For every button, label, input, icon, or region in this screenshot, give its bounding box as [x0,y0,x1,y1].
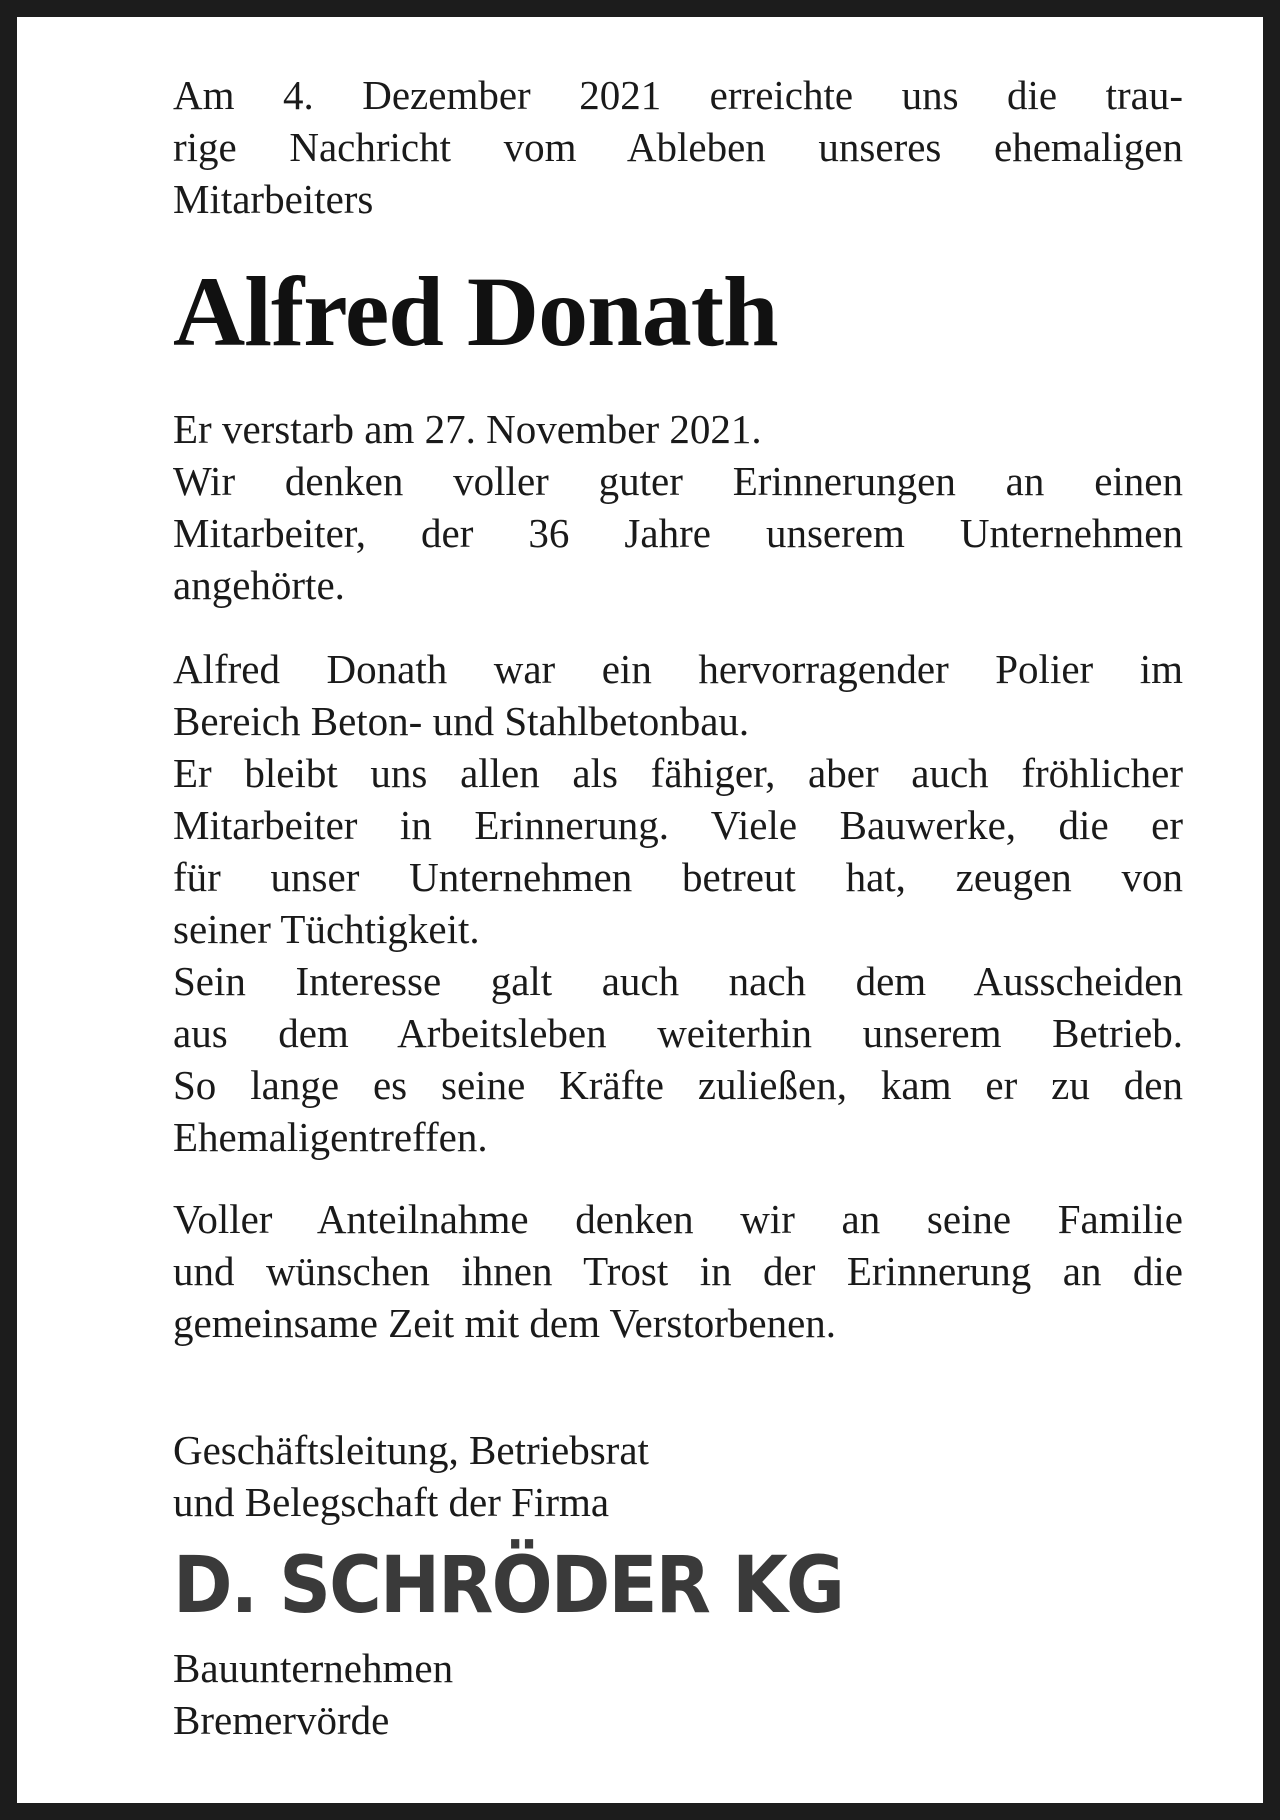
company-logo-text: D. SCHRÖDER KG [173,1541,844,1631]
signature-line: und Belegschaft der Firma [173,1479,610,1525]
career-line: Mitarbeiter in Erinnerung. Viele Bauwerke, die er [173,802,1183,848]
intro-line: rige Nachricht vom Ableben unseres ehemaligen [173,124,1183,170]
career-line: Alfred Donath war ein hervorragender Polier im [173,646,1183,692]
company-info-line: Bremervörde [173,1697,390,1743]
sympathy-line: Voller Anteilnahme denken wir an seine Familie [173,1196,1183,1242]
obituary-content [173,69,1183,1746]
career-line: Sein Interesse galt auch nach dem Ausscheiden [173,958,1183,1004]
career-line: Er bleibt uns allen als fähiger, aber auch fröhlicher [173,750,1183,796]
career-line: aus dem Arbeitsleben weiterhin unserem Betrieb. [173,1010,1183,1056]
signature-line: Geschäftsleitung, Betriebsrat [173,1427,649,1473]
sympathy-line: gemeinsame Zeit mit dem Verstorbenen. [173,1300,837,1346]
intro-line: Am 4. Dezember 2021 erreichte uns die trau- [173,72,1183,118]
company-info [173,1642,1183,1746]
death-line: angehörte. [173,562,345,608]
career-paragraph [173,643,1183,1163]
sympathy-paragraph [173,1193,1183,1349]
sympathy-line: und wünschen ihnen Trost in der Erinnerung an die [173,1248,1183,1294]
career-line: seiner Tüchtigkeit. [173,906,480,952]
death-line: Wir denken voller guter Erinnerungen an einen [173,458,1183,504]
career-line: für unser Unternehmen betreut hat, zeugen von [173,854,1183,900]
death-paragraph [173,403,1183,611]
career-line: Ehemaligentreffen. [173,1114,488,1160]
death-line: Er verstarb am 27. November 2021. [173,406,762,452]
intro-line: Mitarbeiters [173,176,374,222]
intro-paragraph [173,69,1183,225]
career-line: So lange es seine Kräfte zuließen, kam er zu den [173,1062,1183,1108]
career-line: Bereich Beton- und Stahlbetonbau. [173,698,750,744]
signature-block [173,1424,1183,1528]
company-info-line: Bauunternehmen [173,1645,454,1691]
death-line: Mitarbeiter, der 36 Jahre unserem Unternehmen [173,510,1183,556]
deceased-name: Alfred Donath [173,256,778,367]
